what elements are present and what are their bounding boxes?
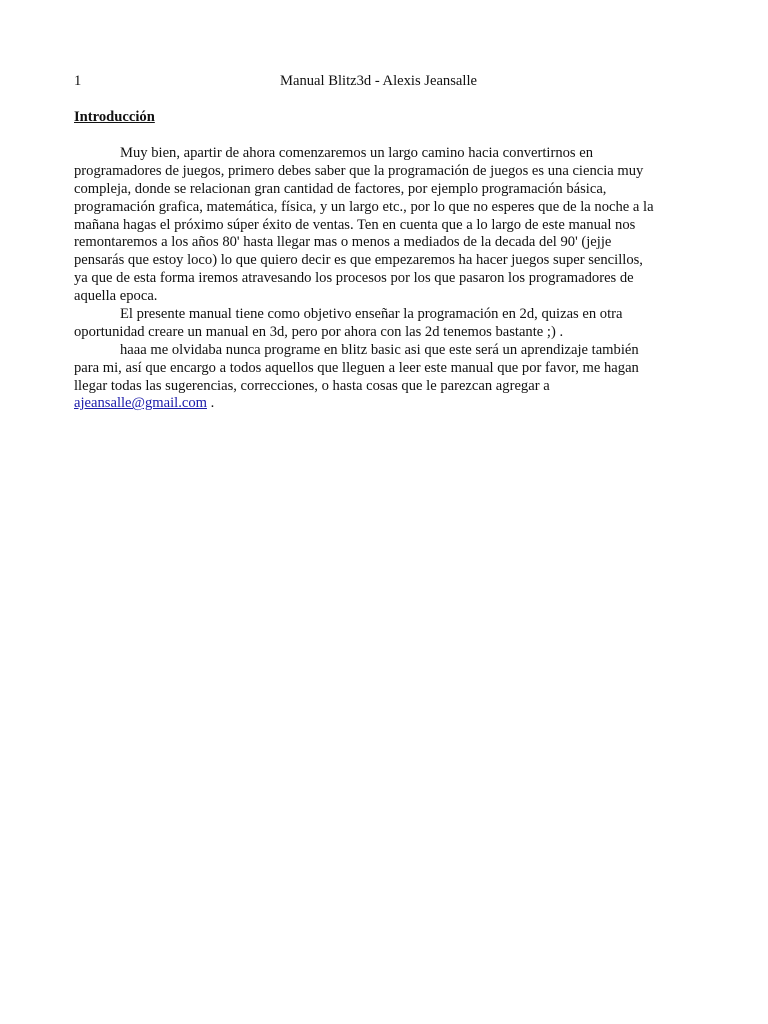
paragraph-line: El presente manual tiene como objetivo enseñar la programación en 2d, quizas en otra <box>120 306 623 323</box>
paragraph-line: para mi, así que encargo a todos aquellos que lleguen a leer este manual que por favor, me hagan <box>74 359 639 376</box>
paragraph-line: ya que de esta forma iremos atravesando los procesos por los que pasaron los programadores de <box>74 270 634 287</box>
paragraph-line: compleja, donde se relacionan gran cantidad de factores, por ejemplo programación básica, <box>74 180 607 197</box>
paragraph-line: pensarás que estoy loco) lo que quiero decir es que empezaremos ha hacer juegos super sencillos, <box>74 252 643 269</box>
body-text <box>74 145 704 413</box>
section-heading: Introducción <box>74 109 155 125</box>
email-link[interactable]: ajeansalle@gmail.com <box>74 395 207 412</box>
paragraph-line: remontaremos a los años 80' hasta llegar mas o menos a mediados de la decada del 90' (jejje <box>74 234 612 251</box>
paragraph-line: Muy bien, apartir de ahora comenzaremos un largo camino hacia convertirnos en <box>120 145 594 161</box>
page-header <box>74 73 694 93</box>
page-number: 1 <box>74 73 82 89</box>
email-suffix: . <box>206 395 215 412</box>
paragraph-line: llegar todas las sugerencias, correcciones, o hasta cosas que le parezcan agregar a <box>74 377 550 394</box>
email-line <box>74 395 704 413</box>
paragraph-line: programación grafica, matemática, física, y un largo etc., por lo que no esperes que de la noche a la <box>74 198 654 215</box>
paragraph-line: aquella epoca. <box>74 288 158 305</box>
paragraph-line: programadores de juegos, primero debes saber que la programación de juegos es una ciencia muy <box>74 162 644 179</box>
running-title: Manual Blitz3d - Alexis Jeansalle <box>280 73 477 89</box>
paragraph-line: mañana hagas el próximo súper éxito de ventas. Ten en cuenta que a lo largo de este manual nos <box>74 216 636 233</box>
paragraph-line: oportunidad creare un manual en 3d, pero por ahora con las 2d tenemos bastante ;) . <box>74 323 564 340</box>
paragraph-line: haaa me olvidaba nunca programe en blitz basic asi que este será un aprendizaje también <box>120 341 639 358</box>
